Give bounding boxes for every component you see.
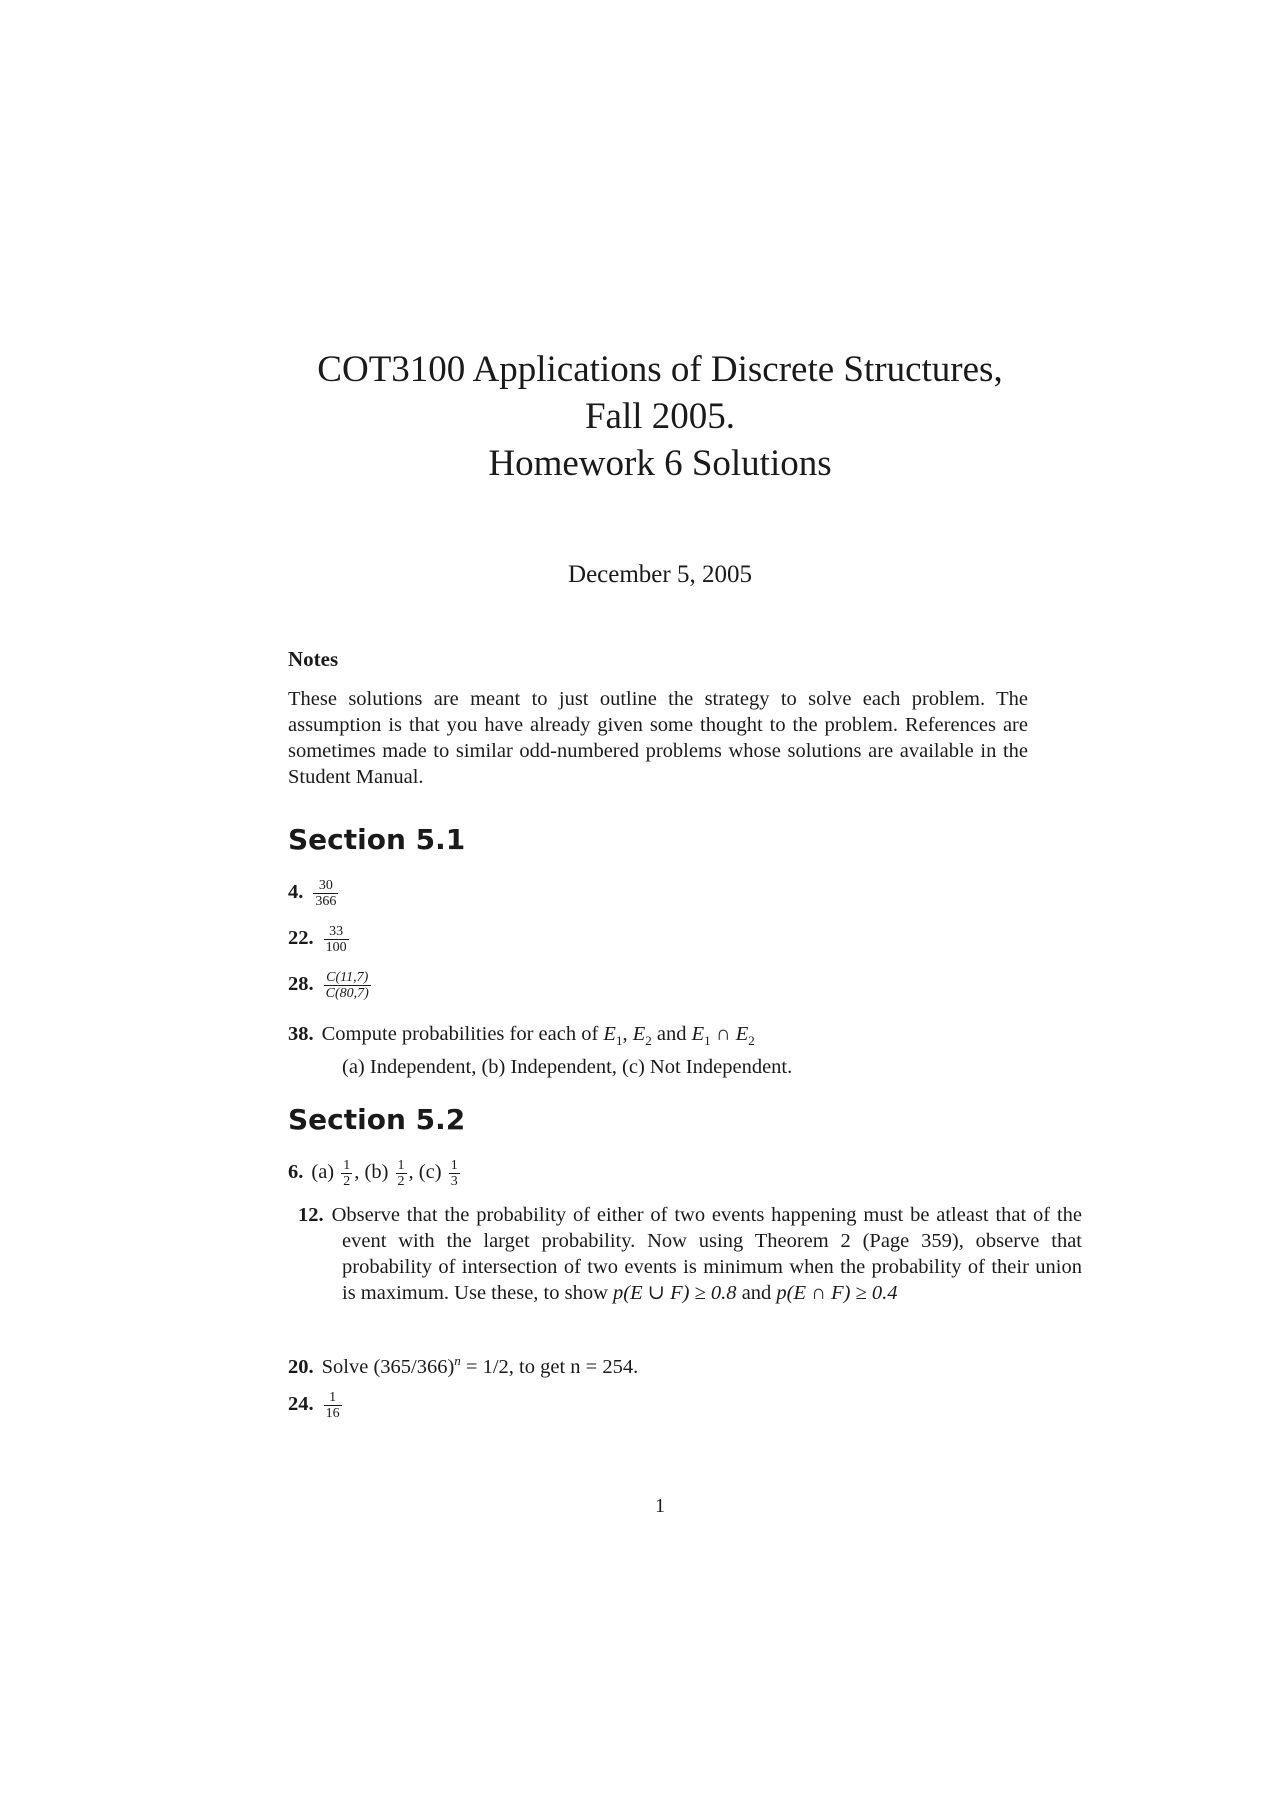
fraction bbox=[313, 878, 338, 909]
problem-6 bbox=[288, 1158, 1028, 1189]
denominator: C(80,7) bbox=[325, 986, 369, 1001]
conjunction: and bbox=[651, 1023, 692, 1045]
problem-28 bbox=[288, 970, 1028, 1001]
math-subscript: 1 bbox=[704, 1033, 711, 1049]
denominator: 3 bbox=[450, 1174, 458, 1189]
title-line-1: COT3100 Applications of Discrete Structures, bbox=[317, 349, 1003, 390]
page-number: 1 bbox=[655, 1495, 665, 1517]
fraction bbox=[449, 1158, 460, 1189]
problem-22 bbox=[288, 924, 1028, 955]
numerator: 33 bbox=[324, 924, 349, 940]
math-exponent: n bbox=[454, 1353, 461, 1368]
denominator: 16 bbox=[325, 1406, 340, 1421]
math-symbol: E bbox=[603, 1023, 616, 1045]
numerator: 1 bbox=[397, 1158, 405, 1173]
denominator: 366 bbox=[315, 894, 337, 909]
problem-text: Compute probabilities for each of bbox=[321, 1023, 604, 1045]
document-title bbox=[0, 346, 1280, 487]
part-label: , (b) bbox=[354, 1161, 389, 1184]
title-line-3: Homework 6 Solutions bbox=[488, 443, 832, 484]
problem-24 bbox=[288, 1390, 1028, 1421]
math-symbol: E bbox=[735, 1023, 749, 1045]
math-symbol: E bbox=[691, 1023, 705, 1045]
part-label: , (c) bbox=[408, 1161, 442, 1184]
math-inequality: p(E ∩ F) ≥ 0.4 bbox=[776, 1282, 898, 1304]
problem-number: 20. bbox=[288, 1355, 314, 1378]
math-subscript: 2 bbox=[645, 1033, 652, 1049]
notes-body: These solutions are meant to just outline the strategy to solve each problem. The assumption is that you have already given some thought to the problem. References are sometimes made to similar odd-numbered problems whose solutions are available in the Student Manual. bbox=[288, 688, 1028, 788]
math-symbol: E bbox=[632, 1023, 646, 1045]
conjunction: and bbox=[736, 1282, 777, 1304]
problem-number: 22. bbox=[288, 927, 314, 950]
problem-text: = 1/2, to get n = 254. bbox=[460, 1355, 639, 1378]
problem-number: 6. bbox=[288, 1161, 304, 1184]
math-operator: ∩ bbox=[710, 1023, 736, 1045]
problem-number: 4. bbox=[288, 881, 304, 904]
problem-number: 38. bbox=[288, 1023, 314, 1045]
problem-38 bbox=[288, 1021, 1028, 1080]
fraction bbox=[324, 924, 349, 955]
document-date: December 5, 2005 bbox=[568, 561, 752, 588]
math-inequality: p(E ∪ F) ≥ 0.8 bbox=[607, 1282, 737, 1304]
fraction bbox=[396, 1158, 407, 1189]
numerator: 1 bbox=[343, 1158, 351, 1173]
denominator: 2 bbox=[343, 1174, 351, 1189]
problem-number: 12. bbox=[298, 1204, 324, 1226]
title-line-2: Fall 2005. bbox=[584, 396, 736, 437]
fraction bbox=[324, 970, 371, 1001]
section-5-1-heading: Section 5.1 bbox=[288, 823, 466, 856]
fraction bbox=[341, 1158, 352, 1189]
problem-12 bbox=[288, 1202, 1082, 1306]
numerator: 1 bbox=[450, 1158, 458, 1173]
problem-text: Observe that the probability of either of two events happening must be atleast that of the event with the larget probability. Now using Theorem 2 (Page 359), observe that probability of intersection of two events is minimum when the probability of their union is maximum. Use these, to show bbox=[331, 1204, 1082, 1304]
problem-number: 24. bbox=[288, 1393, 314, 1416]
math-subscript: 1 bbox=[615, 1033, 623, 1049]
numerator: 30 bbox=[313, 878, 338, 894]
problem-38-answer: (a) Independent, (b) Independent, (c) Not Independent. bbox=[342, 1056, 793, 1079]
problem-text: Solve (365/366) bbox=[321, 1355, 455, 1378]
separator: , bbox=[622, 1023, 633, 1045]
fraction bbox=[324, 1390, 342, 1421]
math-subscript: 2 bbox=[748, 1033, 755, 1049]
numerator: C(11,7) bbox=[324, 970, 371, 986]
section-5-2-heading: Section 5.2 bbox=[288, 1103, 466, 1136]
denominator: 100 bbox=[325, 940, 347, 955]
numerator: 1 bbox=[324, 1390, 342, 1406]
problem-number: 28. bbox=[288, 973, 314, 996]
notes-heading: Notes bbox=[288, 647, 339, 671]
problem-4 bbox=[288, 878, 1028, 909]
problem-20 bbox=[288, 1348, 1028, 1380]
denominator: 2 bbox=[397, 1174, 405, 1189]
part-label: (a) bbox=[311, 1161, 335, 1184]
